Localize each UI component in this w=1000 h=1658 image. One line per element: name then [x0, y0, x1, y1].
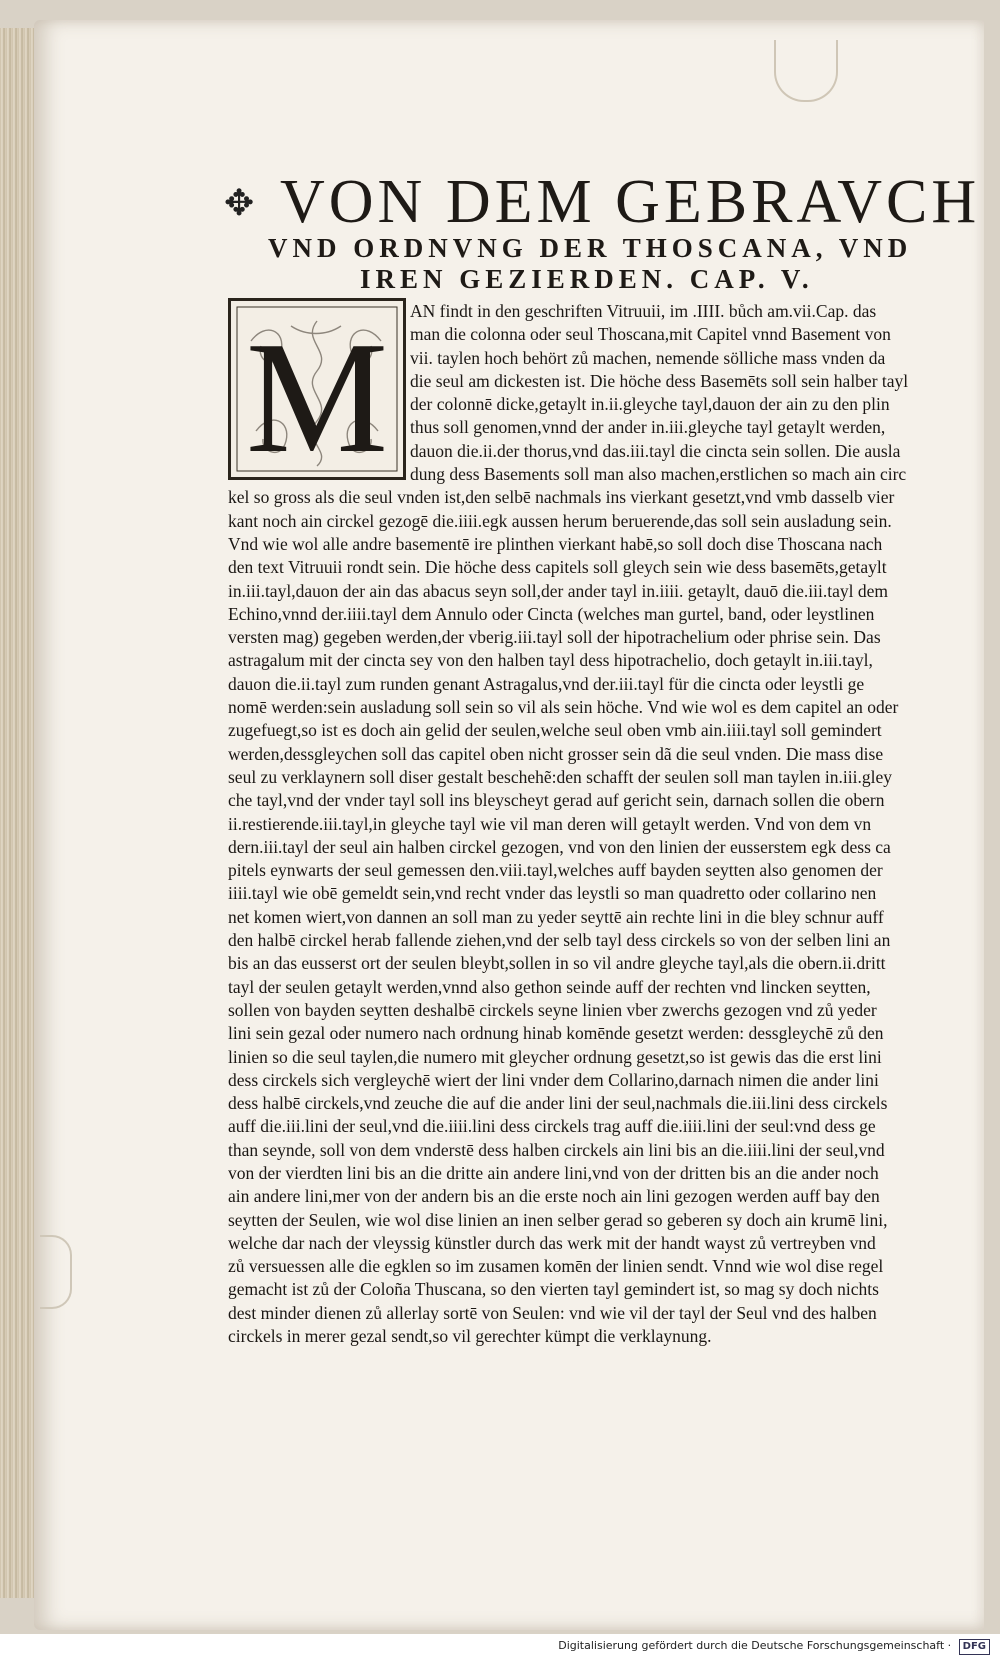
- body-text-line: zugefuegt,so ist es doch ain gelid der seulen,welche seul oben vmb ain.iiii.tayl soll gemindert: [228, 720, 882, 741]
- body-text-line: seytten der Seulen, wie wol dise linien an inen selber gerad so geberen sy doch ain krumē lini,: [228, 1209, 888, 1230]
- body-text-line: die seul am dickesten ist. Die höche dess Basemēts soll sein halber tayl: [410, 370, 909, 391]
- body-text-line: den text Vitruuii rondt sein. Die höche dess capitels soll gleych sein wie dess basemēts,getaylt: [228, 557, 887, 578]
- body-text-line: than seynde, soll von dem vnderstē dess halben circkels ain lini bis an die.iiii.lini der seul,vnd: [228, 1139, 885, 1160]
- body-text-line: lini sein gezal oder numero nach ordnung hinab komēnde gesetzt werden: dessgleychē zů den: [228, 1023, 884, 1044]
- body-text-line: dung dess Basements soll man also machen,erstlichen so mach ain circ: [410, 464, 907, 485]
- footer-credit: [558, 1637, 990, 1655]
- body-text-line: net komen wiert,von dannen an soll man zu yeder seyttē ain rechte lini in die bley schnur auff: [228, 906, 884, 927]
- body-text-line: man die colonna oder seul Thoscana,mit Capitel vnnd Basement von: [410, 324, 891, 345]
- body-text-line: AN findt in den geschriften Vitruuii, im .IIII. bůch am.vii.Cap. das: [410, 301, 877, 321]
- body-text-line: kant noch ain circkel gezogē die.iiii.egk aussen herum beruerende,das soll sein ausladung sein.: [228, 510, 892, 531]
- body-text-line: seul zu verklaynern soll diser gestalt beschehẽ:den schafft der seulen soll man taylen in.iii.gley: [228, 766, 892, 787]
- dfg-logo-icon: DFG: [959, 1639, 990, 1655]
- body-text-line: Vnd wie wol alle andre basementē ire plinthen vierkant habē,so soll doch dise Thoscana nach: [228, 533, 883, 554]
- body-text-line: circkels in merer gezal sendt,so vil gerechter kümpt die verklaynung.: [228, 1326, 712, 1347]
- body-text-line: ii.restierende.iii.tayl,in gleyche tayl wie vil man deren will getaylt werden. Vnd von dem vn: [228, 813, 872, 834]
- body-text-line: der colonnē dicke,getaylt in.ii.gleyche tayl,dauon der ain zu den plin: [410, 394, 890, 415]
- body-text-line: ain andere lini,mer von der andern bis an die erste noch ain lini gezogen werden auff bay den: [228, 1186, 880, 1207]
- body-text-line: pitels eynwarts der seul gemessen den.viii.tayl,welches auff bayden seytten also genomen der: [228, 860, 883, 881]
- body-text-line: astragalum mit der cincta sey von den halben tayl dess hipotrachelio, doch getaylt in.iii.tayl,: [228, 650, 873, 671]
- chapter-body-text: [228, 300, 953, 1348]
- body-text-line: versten mag) gegeben werden,der vberig.iii.tayl soll der hipotrachelium oder phrise sein. Das: [228, 627, 881, 648]
- body-text-line: nomē werden:sein ausladung soll sein so vil als sein höche. Vnd wie wol es dem capitel an oder: [228, 697, 899, 718]
- body-text-line: werden,dessgleychen soll das capitel oben nicht grosser sein dã die seul vnden. Die mass dise: [228, 743, 884, 764]
- paper-clip-mark: [774, 40, 838, 102]
- svg-text:M: M: [245, 308, 389, 477]
- body-text-line: kel so gross als die seul vnden ist,den selbē nachmals ins vierkant gesetzt,vnd vmb dasselb vier: [228, 487, 895, 508]
- body-text-line: bis an das eusserst ort der seulen bleybt,sollen in so vil andre gleyche tayl,als die obern.ii.dritt: [228, 953, 886, 974]
- body-text-line: dest minder dienen zů allerlay sortē von Seulen: vnd wie vil der tayl der Seul vnd des halben: [228, 1302, 877, 1323]
- body-text-line: dess circkels sich vergleychē wiert der lini vnder dem Collarino,darnach nimen die ander lini: [228, 1069, 879, 1090]
- body-text-line: thus soll genomen,vnnd der ander in.iii.gleyche tayl getaylt werden,: [410, 417, 886, 438]
- body-text-line: dess halbē circkels,vnd zeuche die auf die ander lini der seul,nachmals die.iii.lini dess circkels: [228, 1093, 888, 1114]
- body-text-line: dauon die.ii.tayl zum runden genant Astragalus,vnd der.iii.tayl für die cincta oder leystli ge: [228, 673, 865, 694]
- body-text-line: auff die.iii.lini der seul,vnd die.iiii.lini dess circkels trag auff die.iiii.lini der seul:vnd dess ge: [228, 1116, 876, 1137]
- body-text-line: iiii.tayl wie obē gemeldt sein,vnd recht vnder das leystli so man quadretto oder collarino nen: [228, 883, 877, 904]
- body-text-line: gemacht ist zů der Coloña Thuscana, so den vierten tayl gemindert ist, so mag sy doch nichts: [228, 1279, 879, 1300]
- chapter-heading-line3: IREN GEZIERDEN. CAP. V.: [360, 264, 814, 294]
- body-text-line: Echino,vnnd der.iiii.tayl dem Annulo oder Cincta (welches man gurtel, band, oder leystlinen: [228, 603, 875, 624]
- body-text-line: vii. taylen hoch behört zů machen, nemende sölliche mass vnden da: [410, 347, 886, 368]
- fleuron-ornament-icon: ✥: [224, 183, 255, 224]
- body-text-line: von der vierdten lini bis an die dritte ain andere lini,vnd von der dritten bis an die ander noch: [228, 1162, 879, 1183]
- body-text-line: linien so die seul taylen,die numero mit gleycher ordnung gesetzt,so ist gewis das die erst lini: [228, 1046, 882, 1067]
- chapter-heading-line2: VND ORDNVNG DER THOSCANA, VND: [268, 233, 913, 263]
- digitization-footer: [0, 1634, 1000, 1658]
- body-text-line: che tayl,vnd der vnder tayl soll ins bleyscheyt gerad auf gericht sein, darnach sollen die obern: [228, 790, 885, 811]
- body-text-line: dauon die.ii.der thorus,vnd das.iii.tayl die cincta sein sollen. Die ausla: [410, 440, 901, 461]
- body-text-line: tayl der seulen getaylt werden,vnnd also gethon seinde auff der rechten vnd lincken seytten,: [228, 976, 871, 997]
- body-text-line: sollen von bayden seytten deshalbē circkels seyne linien vber zwerchs gezogen vnd zů yeder: [228, 999, 877, 1020]
- body-text-line: welche dar nach der vleyssig künstler durch das werk mit der handt wayst zů vertreyben vnd: [228, 1232, 876, 1253]
- body-text-line: zů versuessen alle die egklen so im zusamen komēn der linien sendt. Vnnd wie wol dise regel: [228, 1256, 884, 1277]
- footer-credit-text: Digitalisierung gefördert durch die Deutsche Forschungsgemeinschaft ·: [558, 1639, 952, 1652]
- body-text-line: den halbē circkel herab fallende ziehen,vnd der selb tayl dess circkels so von der selben lini an: [228, 930, 891, 951]
- body-text-line: dern.iii.tayl der seul ain halben circkel gezogen, vnd von den linien der eusserstem egk dess ca: [228, 836, 891, 857]
- chapter-heading-line1: VON DEM GEBRAVCH: [280, 168, 981, 236]
- left-clip-mark: [40, 1235, 72, 1309]
- body-text-line: in.iii.tayl,dauon der ain das abacus seyn soll,der ander tayl in.iiii. getaylt, dauō die.iii.tayl dem: [228, 580, 888, 601]
